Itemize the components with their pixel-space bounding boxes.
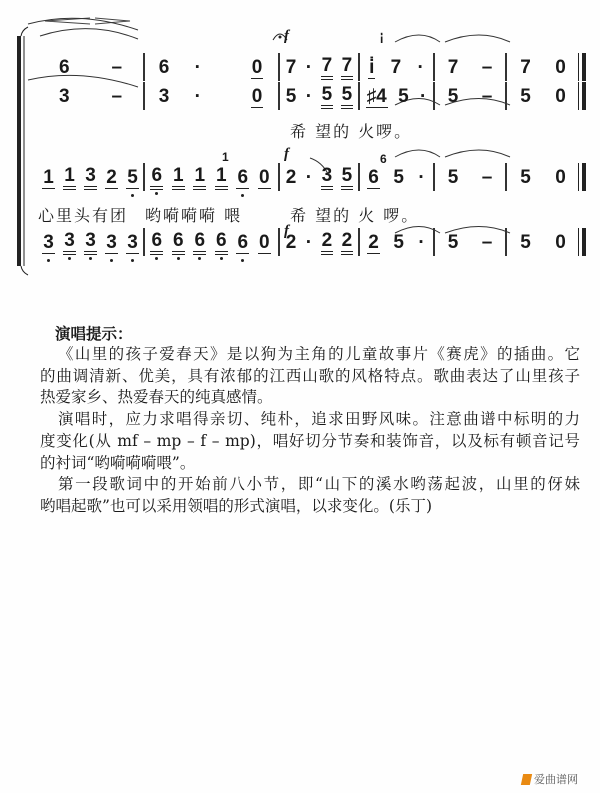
note: 0	[555, 57, 566, 78]
text-line: 《山里的孩子爱春天》是以狗为主角的儿童故事片《赛虎》的插曲。它	[58, 345, 580, 363]
text-line: 度变化(从 mf – mp – f – mp)，唱好切分节奏和装饰音，以及标有顿音记号	[40, 431, 580, 450]
measure	[146, 84, 275, 110]
measure	[508, 55, 578, 81]
barline	[143, 228, 145, 256]
barline	[505, 53, 507, 81]
dynamic-forte: f	[284, 146, 289, 162]
note: 3	[58, 86, 70, 107]
text-line: 哟唱起歌”也可以采用领唱的形式演唱，以求变化。(乐丁)	[40, 496, 433, 515]
barline	[278, 163, 280, 191]
measure	[38, 84, 143, 110]
note: –	[481, 57, 493, 78]
note: 5	[285, 86, 297, 107]
note: ·	[418, 232, 425, 253]
note: ·	[417, 57, 424, 78]
barline	[143, 82, 145, 110]
final-barline	[582, 53, 586, 81]
measure	[508, 165, 578, 191]
note: 6	[236, 168, 249, 189]
measure	[146, 165, 275, 191]
note: 3	[126, 233, 139, 254]
note: 5	[447, 232, 459, 253]
measure	[361, 165, 432, 191]
note: 6	[193, 231, 206, 255]
text-line: 热爱家乡、热爱春天的纯真感情。	[40, 388, 273, 407]
final-barline	[578, 53, 579, 81]
final-barline	[582, 163, 586, 191]
note: ·	[305, 232, 313, 253]
barline	[278, 53, 280, 81]
low-octave-dot	[110, 259, 113, 262]
staff-row-voice3	[0, 165, 600, 191]
note: ·	[194, 57, 201, 78]
watermark-logo	[522, 771, 578, 787]
grace-note: i̇	[380, 32, 384, 46]
barline	[278, 82, 280, 110]
measure	[508, 230, 578, 256]
note: 0	[251, 56, 263, 78]
note: ·	[194, 86, 201, 107]
barline	[505, 82, 507, 110]
note: 1	[43, 166, 54, 188]
measure	[38, 230, 143, 256]
note: 5	[321, 85, 334, 109]
note: 3	[321, 166, 334, 190]
measure	[146, 55, 275, 81]
slurs	[28, 18, 510, 233]
note: –	[481, 86, 493, 107]
dynamic-forte: f	[284, 28, 289, 44]
measure	[281, 55, 357, 81]
barline	[278, 228, 280, 256]
note: ·	[419, 86, 427, 107]
text-line: 演唱时，应力求唱得亲切、纯朴，追求田野风味。注意曲谱中标明的力	[58, 410, 580, 429]
measure	[146, 230, 275, 256]
note: 7	[321, 56, 334, 80]
note: ♯4	[366, 85, 387, 107]
note: 0	[258, 166, 270, 188]
staff-row-voice1	[0, 55, 600, 81]
measure	[361, 84, 432, 110]
note: 2	[368, 231, 379, 253]
performance-notes	[40, 344, 580, 518]
barline	[505, 228, 507, 256]
note: 5	[393, 232, 404, 253]
note: –	[111, 86, 123, 107]
note: 1	[172, 166, 185, 190]
note: 6	[150, 231, 163, 255]
note: 6	[172, 231, 185, 255]
measure	[436, 165, 504, 191]
note: 0	[258, 231, 270, 253]
note: 3	[84, 231, 97, 255]
note: 0	[555, 232, 566, 253]
barline	[505, 163, 507, 191]
note: 0	[251, 85, 263, 107]
note: 5	[520, 86, 531, 107]
note: 5	[447, 86, 459, 107]
note: –	[481, 167, 493, 188]
note: 3	[158, 86, 170, 107]
note: 6	[215, 231, 228, 255]
note: 1	[63, 166, 76, 190]
text-line: 第一段歌词中的开始前八小节，即“山下的溪水哟荡起波，山里的伢妹	[58, 475, 580, 494]
final-barline	[578, 228, 579, 256]
note: 5	[341, 166, 354, 190]
barline	[143, 53, 145, 81]
low-octave-dot	[131, 194, 134, 197]
note: 7	[341, 56, 354, 80]
watermark-text: 爱曲谱网	[534, 773, 578, 786]
lyrics-line: 希 望的 火啰。	[290, 122, 413, 141]
note: ·	[418, 167, 425, 188]
note: 3	[105, 233, 118, 254]
note: –	[481, 232, 493, 253]
note: 2	[106, 166, 117, 188]
staff-row-voice2	[0, 84, 600, 110]
barline	[358, 228, 360, 256]
measure	[508, 84, 578, 110]
grace-note: 6	[380, 152, 387, 166]
measure	[281, 84, 357, 110]
note: ·	[305, 57, 313, 78]
low-octave-dot	[89, 257, 92, 260]
measure	[281, 165, 357, 191]
notes-heading: 演唱提示：	[55, 325, 133, 343]
note: ·	[305, 86, 313, 107]
final-barline	[582, 228, 586, 256]
note: ·	[305, 167, 313, 188]
lyrics-line: 希 望的 火 啰。	[290, 206, 420, 225]
note: 2	[321, 231, 334, 255]
barline	[433, 53, 435, 81]
note: 5	[520, 232, 531, 253]
note: 7	[285, 57, 297, 78]
note: 0	[555, 86, 566, 107]
low-octave-dot	[241, 259, 244, 262]
measure	[38, 55, 143, 81]
note: 3	[84, 166, 97, 190]
low-octave-dot	[177, 257, 180, 260]
note: 5	[126, 168, 139, 189]
note: 1	[215, 166, 228, 190]
text-line: 的曲调清新、优美，具有浓郁的江西山歌的风格特点。歌曲表达了山里孩子	[40, 366, 580, 385]
note: 6	[368, 166, 379, 188]
note: 3	[42, 233, 55, 254]
note: 6	[158, 57, 170, 78]
note: 6	[150, 166, 163, 190]
low-octave-dot	[220, 257, 223, 260]
final-barline	[582, 82, 586, 110]
dynamic-forte: f	[284, 223, 289, 239]
note: 1	[193, 166, 206, 190]
note: 5	[447, 167, 459, 188]
note: 7	[520, 57, 531, 78]
note: 2	[285, 232, 297, 253]
note: i̇	[369, 56, 375, 78]
barline	[433, 163, 435, 191]
low-octave-dot	[131, 259, 134, 262]
measure	[436, 230, 504, 256]
text-line: 的衬词“哟嗬嗬嗬喂”。	[40, 453, 196, 472]
measure	[436, 84, 504, 110]
low-octave-dot	[47, 259, 50, 262]
barline	[358, 82, 360, 110]
note: 5	[393, 167, 404, 188]
staff-row-voice4	[0, 230, 600, 256]
barline	[433, 82, 435, 110]
low-octave-dot	[241, 194, 244, 197]
note: 5	[341, 85, 354, 109]
barline	[433, 228, 435, 256]
note: 5	[520, 167, 531, 188]
logo-icon	[521, 774, 532, 785]
measure	[361, 230, 432, 256]
barline	[358, 163, 360, 191]
note: 3	[63, 231, 76, 255]
note: 0	[555, 167, 566, 188]
low-octave-dot	[68, 257, 71, 260]
lyrics-line: 心里头有团	[38, 206, 129, 225]
measure	[361, 55, 432, 81]
note: 6	[236, 233, 249, 254]
note: 2	[285, 167, 297, 188]
note: 2	[341, 231, 354, 255]
final-barline	[578, 82, 579, 110]
measure	[281, 230, 357, 256]
note: –	[111, 57, 123, 78]
note: 5	[398, 86, 409, 107]
note: 7	[390, 57, 402, 78]
barline	[358, 53, 360, 81]
note: 6	[58, 57, 70, 78]
barline	[143, 163, 145, 191]
measure	[436, 55, 504, 81]
final-barline	[578, 163, 579, 191]
lyrics-line: 哟嗬嗬嗬 喂	[145, 206, 243, 225]
note: 7	[447, 57, 459, 78]
measure	[38, 165, 143, 191]
grace-note: 1	[222, 150, 229, 164]
